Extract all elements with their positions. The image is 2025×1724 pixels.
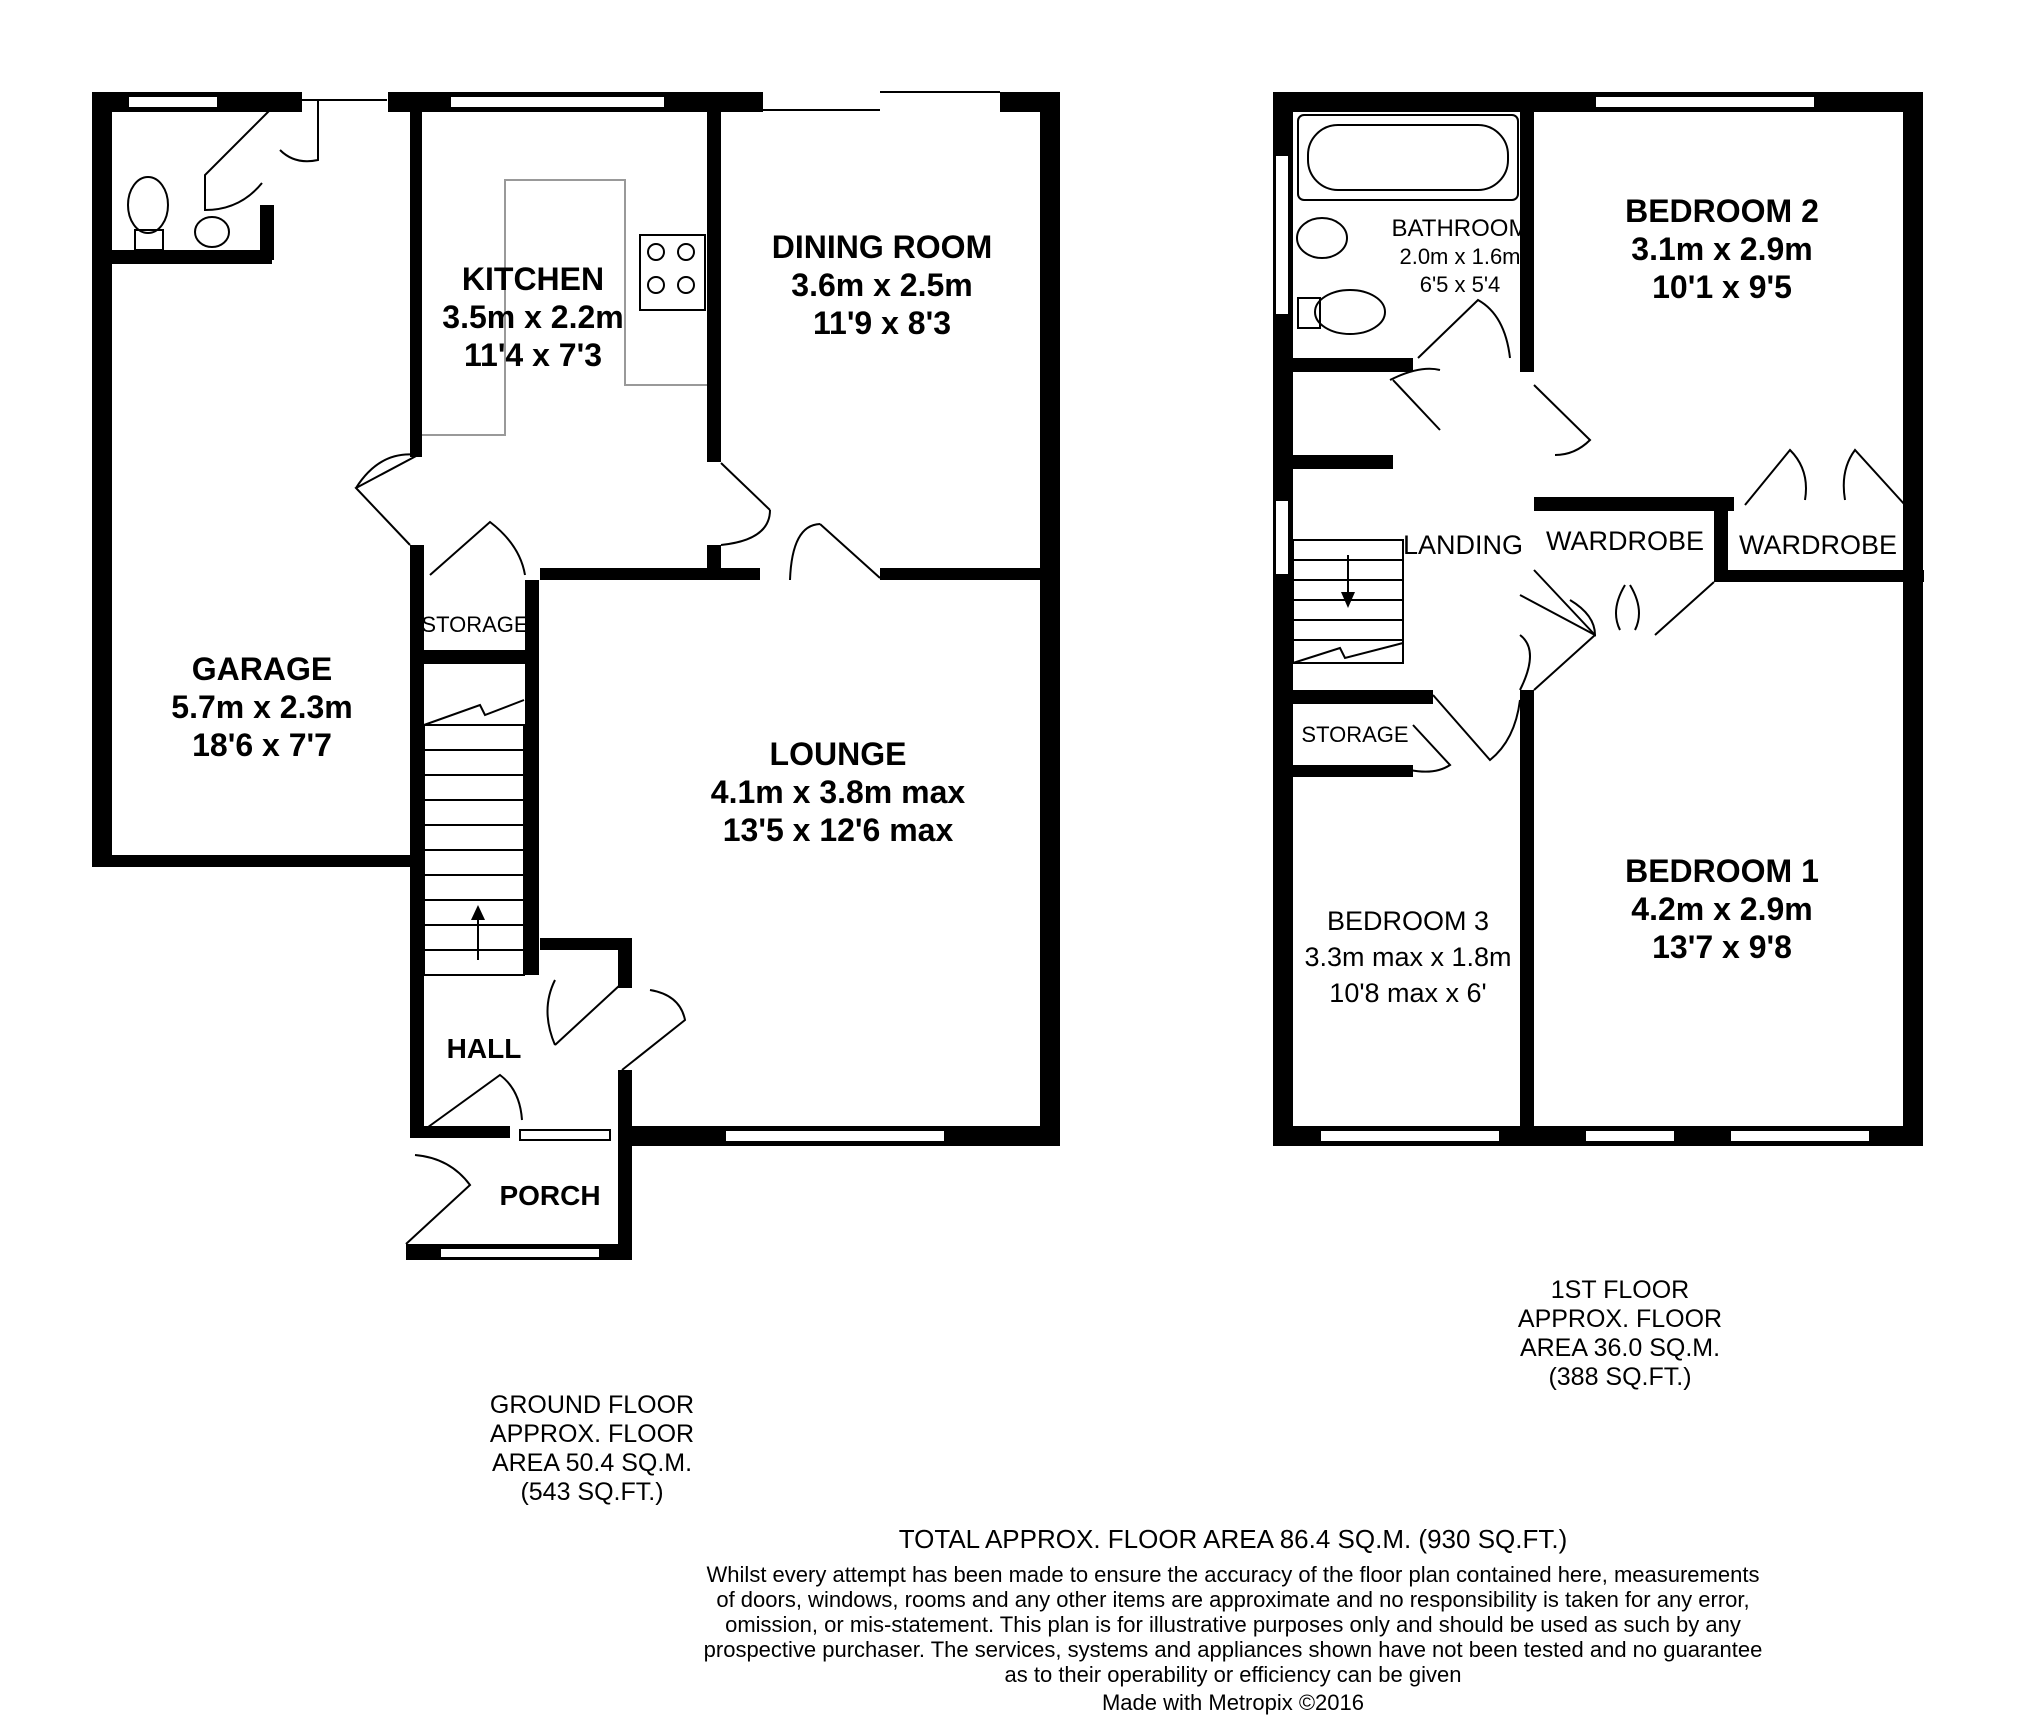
dining-label: DINING ROOM [771, 229, 993, 265]
ff-wall-right [1903, 92, 1923, 1144]
ff-bed3-right-wall [1520, 690, 1534, 1130]
garage-wall-left [92, 92, 112, 862]
bedroom2-dim-ft: 10'1 x 9'5 [1652, 269, 1792, 305]
bedroom3-dim-ft: 10'8 max x 6' [1329, 978, 1487, 1008]
bath-icon [1298, 115, 1518, 200]
gf-area-line-2: APPROX. FLOOR [489, 1420, 695, 1448]
disclaimer-line-3: omission, or mis-statement. This plan is for illustrative purposes only and should be used as such by any [725, 1612, 1741, 1637]
wardrobe1-doors-swing [1534, 570, 1714, 635]
wardrobe1-label: WARDROBE [1545, 526, 1705, 556]
garage-dim-ft: 18'6 x 7'7 [192, 727, 332, 763]
porch-window [440, 1248, 600, 1258]
bathroom-door-swing [1418, 300, 1510, 358]
kitchen-door-swing [356, 454, 418, 545]
garage-kitchen-wall [410, 112, 422, 457]
ff-area-line-1: 1ST FLOOR [1550, 1276, 1690, 1304]
bedroom3-label: BEDROOM 3 [1326, 906, 1490, 936]
ff-storage-label: STORAGE [1301, 722, 1409, 747]
gf-area-line-1: GROUND FLOOR [489, 1391, 695, 1419]
porch-top-wall [410, 1126, 510, 1138]
hall-lounge-wall [540, 938, 630, 950]
hall-door-swing-2 [622, 990, 685, 1070]
ff-area-line-2: APPROX. FLOOR [1517, 1305, 1723, 1333]
ff-storage-bottom-wall [1293, 765, 1413, 777]
bedroom1-dim-ft: 13'7 x 9'8 [1652, 929, 1792, 965]
bedroom2-window [1595, 96, 1815, 108]
disclaimer-line-2: of doors, windows, rooms and any other items are approximate and no responsibility is taken for any error, [716, 1587, 1750, 1612]
ff-basin-icon [1297, 218, 1347, 258]
ff-cupboard-bottom-wall [1293, 455, 1393, 469]
bedroom3-door-swing [1433, 695, 1520, 760]
garage-wc-wall [112, 250, 272, 264]
disclaimer-line-1: Whilst every attempt has been made to ensure the accuracy of the floor plan contained here, measurements [706, 1562, 1760, 1587]
ff-wardrobe-bottom-wall [1714, 570, 1924, 582]
dining-bottom-wall [880, 568, 1050, 580]
bedroom1-door-swing [1520, 635, 1595, 690]
kitchen-bottom-wall [540, 568, 760, 580]
toilet-icon [128, 177, 168, 233]
landing-label: LANDING [1402, 530, 1524, 560]
cupboard-door-swing [1390, 369, 1440, 430]
garage-label: GARAGE [191, 651, 333, 687]
lounge-window [725, 1130, 945, 1142]
dining-door-swing [721, 463, 770, 545]
ff-wardrobe2-top-wall [1903, 497, 1923, 511]
disclaimer-line-4: prospective purchaser. The services, systems and appliances shown have not been tested and no guarantee [703, 1637, 1763, 1662]
ff-wardrobe-mid-wall [1714, 497, 1728, 572]
kitchen-label: KITCHEN [461, 261, 605, 297]
bedroom2-door-swing [1534, 385, 1590, 455]
hall-window [520, 1130, 610, 1140]
bedroom3-dim-m: 3.3m max x 1.8m [1304, 942, 1512, 972]
porch-label: PORCH [499, 1180, 601, 1211]
ff-toilet-icon [1315, 290, 1385, 334]
bedroom2-label: BEDROOM 2 [1625, 193, 1819, 229]
ff-center-wall-upper [1520, 112, 1534, 372]
hall-door-swing-1 [548, 980, 621, 1045]
hall-lounge-wall-v [618, 938, 632, 988]
gf-area-line-3: AREA 50.4 SQ.M. [491, 1449, 693, 1477]
basin-icon [195, 217, 229, 247]
stairs-right-wall [525, 580, 539, 975]
bedroom3-window [1320, 1130, 1500, 1142]
bedroom1-window-1 [1585, 1130, 1675, 1142]
bedroom1-label: BEDROOM 1 [1625, 853, 1819, 889]
gf-area-line-4: (543 SQ.FT.) [520, 1478, 664, 1506]
dining-dim-m: 3.6m x 2.5m [791, 267, 973, 303]
garage-dim-m: 5.7m x 2.3m [171, 689, 353, 725]
bathroom-dim-m: 2.0m x 1.6m [1399, 244, 1521, 269]
lounge-wall-right [1040, 92, 1060, 1144]
dining-dim-ft: 11'9 x 8'3 [812, 305, 952, 341]
gf-storage-label: STORAGE [421, 612, 529, 637]
ff-area-line-3: AREA 36.0 SQ.M. [1519, 1334, 1721, 1362]
porch-door-swing [424, 1075, 522, 1130]
lounge-door-swing [790, 524, 880, 580]
ff-storage-door-swing [1410, 725, 1450, 772]
lounge-dim-m: 4.1m x 3.8m max [710, 774, 966, 810]
lounge-dim-ft: 13'5 x 12'6 max [722, 812, 954, 848]
ground-floor-area [490, 1391, 694, 1506]
storage-bottom-wall [410, 650, 535, 664]
total-floor-area: TOTAL APPROX. FLOOR AREA 86.4 SQ.M. (930 SQ.FT.) [898, 1524, 1568, 1554]
landing-door-swing [1520, 595, 1595, 635]
wardrobe-doors-swing [1745, 450, 1905, 505]
landing-window [1275, 500, 1289, 575]
garage-wall-bottom [92, 855, 412, 867]
kitchen-window [450, 96, 665, 108]
ff-area-line-4: (388 SQ.FT.) [1548, 1363, 1692, 1391]
kitchen-dim-ft: 11'4 x 7'3 [463, 337, 603, 373]
disclaimer-line-5: as to their operability or efficiency can be given [1004, 1662, 1462, 1687]
bathroom-window [1275, 155, 1289, 315]
garage-window [128, 96, 218, 108]
lounge-label: LOUNGE [769, 736, 907, 772]
storage-door-swing [430, 522, 525, 575]
bedroom2-dim-m: 3.1m x 2.9m [1631, 231, 1813, 267]
ff-bed3-top-wall [1293, 690, 1433, 704]
wc-door-swing [205, 110, 270, 210]
front-door-swing [406, 1155, 470, 1244]
bathroom-label: BATHROOM [1391, 215, 1529, 242]
bathroom-dim-ft: 6'5 x 5'4 [1419, 272, 1501, 297]
credit-text: Made with Metropix ©2016 [1101, 1690, 1365, 1715]
kitchen-dining-wall [707, 112, 721, 462]
bedroom1-dim-m: 4.2m x 2.9m [1631, 891, 1813, 927]
disclaimer [704, 1562, 1763, 1687]
wardrobe2-label: WARDROBE [1738, 530, 1898, 560]
ff-wardrobe-top-wall [1534, 497, 1734, 511]
kitchen-dim-m: 3.5m x 2.2m [442, 299, 624, 335]
first-floor-area [1518, 1276, 1722, 1391]
hall-label: HALL [446, 1033, 522, 1064]
porch-right-wall [618, 1070, 632, 1260]
bedroom1-window-2 [1730, 1130, 1870, 1142]
ff-bath-bottom-wall [1293, 358, 1413, 372]
stairs-first [1293, 540, 1403, 663]
garage-wc-wall-v [260, 205, 274, 260]
stairs-ground [424, 700, 524, 975]
